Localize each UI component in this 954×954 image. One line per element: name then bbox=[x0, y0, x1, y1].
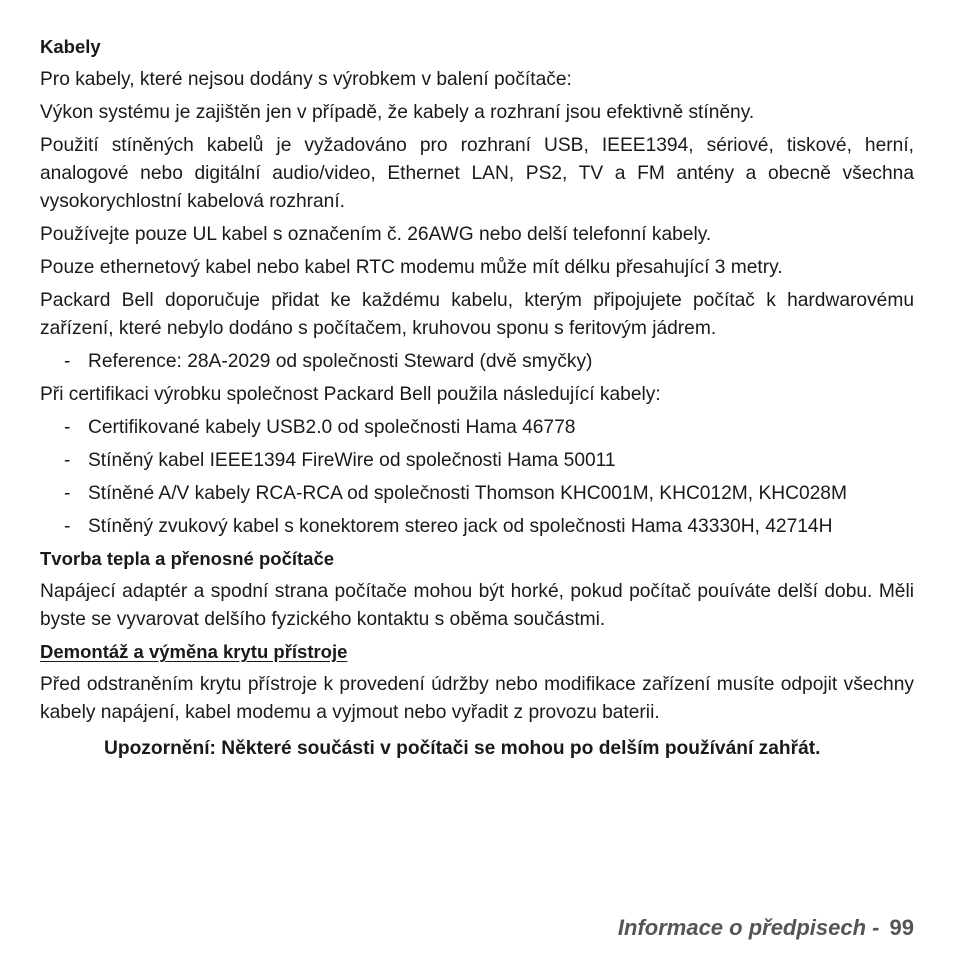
list-dash: - bbox=[64, 516, 71, 537]
footer-title: Informace o předpisech - bbox=[617, 915, 880, 940]
paragraph: Packard Bell doporučuje přidat ke každému kabelu, kterým připojujete počítač k hardwarovému zařízení, které nebylo dodáno s počítačem, kruhovou sponu s feritovým jádrem. bbox=[40, 290, 914, 339]
paragraph: Výkon systému je zajištěn jen v případě, že kabely a rozhraní jsou efektivně stíněny. bbox=[40, 102, 755, 123]
page-footer bbox=[618, 914, 914, 942]
paragraph: Pro kabely, které nejsou dodány s výrobkem v balení počítače: bbox=[40, 69, 572, 90]
paragraph: Použití stíněných kabelů je vyžadováno pro rozhraní USB, IEEE1394, sériové, tiskové, herní, analogové nebo digitální audio/video, Ethernet LAN, PS2, TV a FM antény a obecně všechna vysokorychlostní kabelová rozhraní. bbox=[40, 135, 914, 212]
list-dash: - bbox=[64, 483, 71, 504]
list-item bbox=[40, 513, 914, 541]
list-item bbox=[40, 348, 914, 376]
page-number: 99 bbox=[889, 915, 914, 940]
section-heading-kabely: Kabely bbox=[40, 36, 101, 57]
list-item-text: Reference: 28A-2029 od společnosti Steward (dvě smyčky) bbox=[88, 351, 593, 372]
paragraph: Před odstraněním krytu přístroje k provedení údržby nebo modifikace zařízení musíte odpojit všechny kabely napájení, kabel modemu a vyjmout nebo vyřadit z provozu baterii. bbox=[40, 674, 914, 723]
document-page bbox=[40, 34, 914, 763]
warning-note: Upozornění: Některé součásti v počítači se mohou po delším používání zahřát. bbox=[104, 738, 821, 759]
paragraph: Pouze ethernetový kabel nebo kabel RTC modemu může mít délku přesahující 3 metry. bbox=[40, 257, 783, 278]
list-dash: - bbox=[64, 450, 71, 471]
section-heading-demontaz: Demontáž a výměna krytu přístroje bbox=[40, 641, 348, 662]
paragraph: Používejte pouze UL kabel s označením č. 26AWG nebo delší telefonní kabely. bbox=[40, 224, 712, 245]
list-item-text: Stíněný kabel IEEE1394 FireWire od společnosti Hama 50011 bbox=[88, 450, 616, 471]
reference-list bbox=[40, 348, 914, 376]
list-item bbox=[40, 447, 914, 475]
section-heading-teplo: Tvorba tepla a přenosné počítače bbox=[40, 548, 335, 569]
list-dash: - bbox=[64, 417, 71, 438]
list-dash: - bbox=[64, 351, 71, 372]
list-item-text: Stíněné A/V kabely RCA-RCA od společnosti Thomson KHC001M, KHC012M, KHC028M bbox=[88, 483, 847, 504]
paragraph: Při certifikaci výrobku společnost Packard Bell použila následující kabely: bbox=[40, 384, 661, 405]
list-item bbox=[40, 480, 914, 508]
list-item bbox=[40, 414, 914, 442]
paragraph: Napájecí adaptér a spodní strana počítače mohou být horké, pokud počítač pouíváte delší dobu. Měli byste se vyvarovat delšího fyzického kontaktu s oběma součástmi. bbox=[40, 581, 914, 630]
list-item-text: Stíněný zvukový kabel s konektorem stereo jack od společnosti Hama 43330H, 42714H bbox=[88, 516, 833, 537]
list-item-text: Certifikované kabely USB2.0 od společnosti Hama 46778 bbox=[88, 417, 576, 438]
cable-list bbox=[40, 414, 914, 541]
